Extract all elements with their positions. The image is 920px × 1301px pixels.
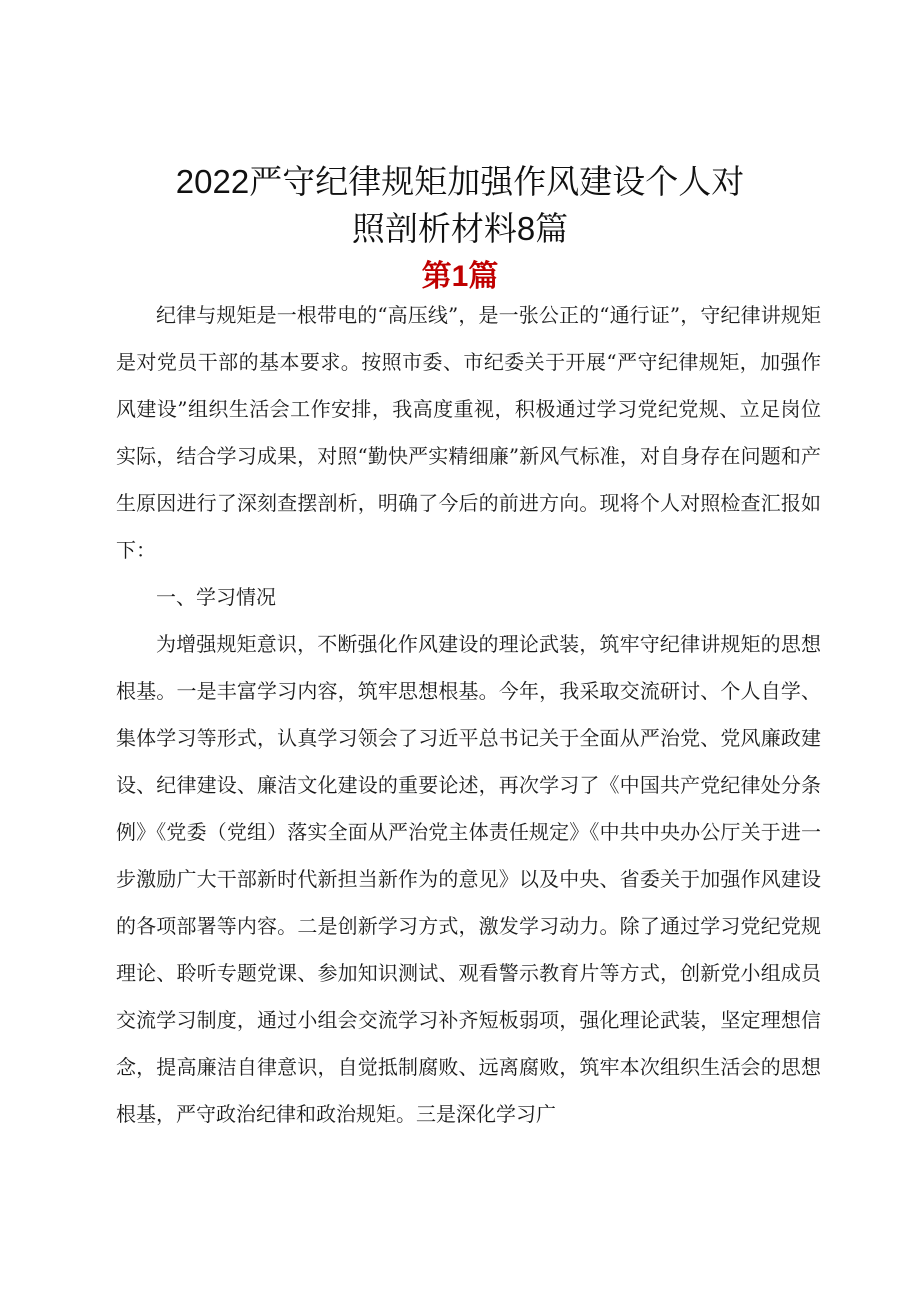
intro-paragraph: 纪律与规矩是一根带电的“高压线”，是一张公正的“通行证”，守纪律讲规矩是对党员干部的基本要求。按照市委、市纪委关于开展“严守纪律规矩，加强作风建设”组织生活会工作安排，我高度重视，积极通过学习党纪党规、立足岗位实际，结合学习成果，对照“勤快严实精细廉”新风气标准，对自身存在问题和产生原因进行了深刻查摆剖析，明确了今后的前进方向。现将个人对照检查汇报如下： [116,303,821,562]
section-heading-study: 一、学习情况 [156,585,276,609]
study-paragraph: 为增强规矩意识，不断强化作风建设的理论武装，筑牢守纪律讲规矩的思想根基。一是丰富学习内容，筑牢思想根基。今年，我采取交流研讨、个人自学、集体学习等形式，认真学习领会了习近平总书记关于全面从严治党、党风廉政建设、纪律建设、廉洁文化建设的重要论述，再次学习了《中国共产党纪律处分条例》《党委（党组）落实全面从严治党主体责任规定》《中共中央办公厅关于进一步激励广大干部新时代新担当新作为的意见》以及中央、省委关于加强作风建设的各项部署等内容。二是创新学习方式，激发学习动力。除了通过学习党纪党规理论、聆听专题党课、参加知识测试、观看警示教育片等方式，创新党小组成员交流学习制度，通过小组会交流学习补齐短板弱项，强化理论武装，坚定理想信念，提高廉洁自律意识，自觉抵制腐败、远离腐败，筑牢本次组织生活会的思想根基，严守政治纪律和政治规矩。三是深化学习广 [116,632,821,1126]
document-title-line-1: 2022严守纪律规矩加强作风建设个人对 [175,163,745,200]
document-body [116,292,821,1138]
section-subtitle: 第1篇 [421,260,499,293]
document-title-line-2: 照剖析材料8篇 [351,210,569,247]
